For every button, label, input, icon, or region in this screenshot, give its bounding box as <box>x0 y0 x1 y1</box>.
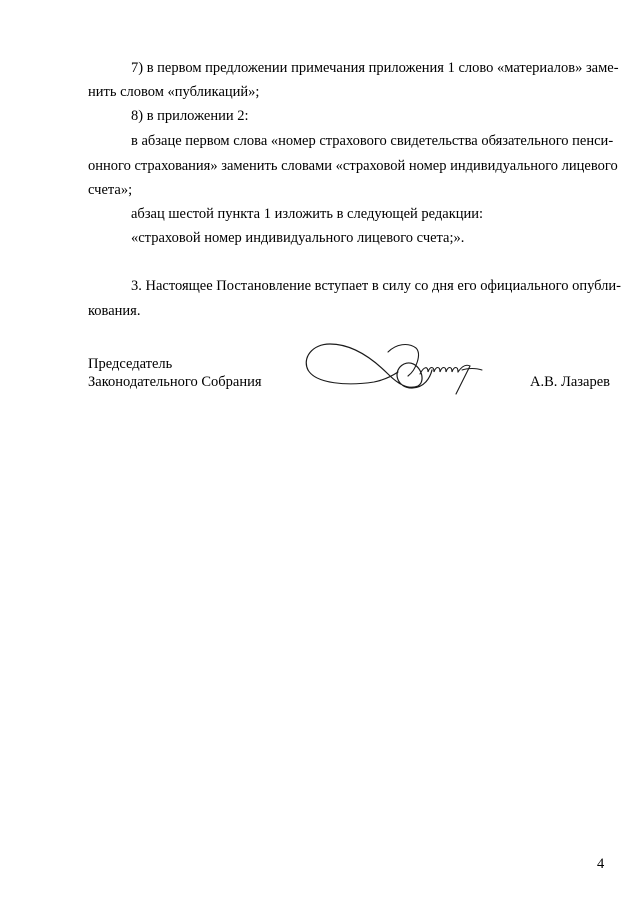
signatory-title-line-1: Председатель <box>88 356 173 372</box>
signatory-title <box>88 355 262 391</box>
item-7-line-2: нить словом «публикаций»; <box>88 84 260 100</box>
signatory-name: А.В. Лазарев <box>530 374 610 390</box>
signatory-title-line-2: Законодательного Собрания <box>88 374 262 390</box>
handwritten-signature <box>300 330 485 410</box>
paragraph-a-line-3: счета»; <box>88 182 133 198</box>
paragraph-a-line-2: онного страхования» заменить словами «страховой номер индивидуального лицевого <box>88 158 618 174</box>
item-7-line-1: 7) в первом предложении примечания приложения 1 слово «материалов» заме- <box>131 60 619 76</box>
page-number: 4 <box>597 856 605 872</box>
clause-3-line-1: 3. Настоящее Постановление вступает в силу со дня его официального опубли- <box>131 278 621 294</box>
paragraph-b: абзац шестой пункта 1 изложить в следующей редакции: <box>131 206 484 222</box>
item-8: 8) в приложении 2: <box>131 108 249 124</box>
clause-3-line-2: кования. <box>88 303 141 319</box>
paragraph-c: «страховой номер индивидуального лицевого счета;». <box>131 230 465 246</box>
paragraph-a-line-1: в абзаце первом слова «номер страхового свидетельства обязательного пенси- <box>131 133 614 149</box>
